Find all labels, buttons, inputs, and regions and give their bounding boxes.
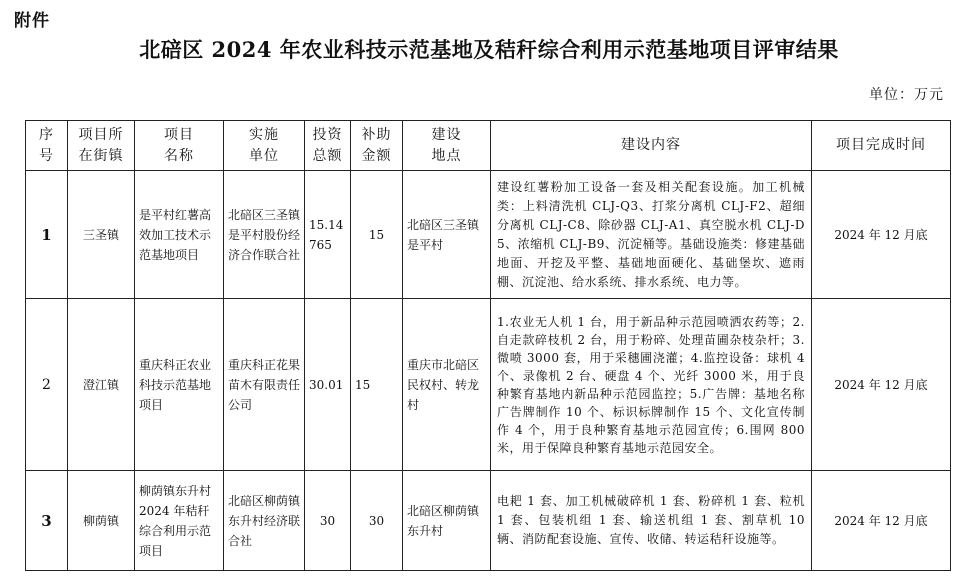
- table-header-row: [26, 121, 951, 171]
- cell-subsidy: 15: [351, 299, 403, 471]
- cell-content: 电耙 1 套、加工机械破碎机 1 套、粉碎机 1 套、粒机 1 套、包装机组 1 套、输送机组 1 套、割草机 10 辆、消防配套设施、宣传、收储、转运秸秆设施等。: [491, 471, 812, 571]
- cell-seq: 2: [26, 299, 68, 471]
- cell-town: 三圣镇: [68, 171, 135, 299]
- cell-content: 建设红薯粉加工设备一套及相关配套设施。加工机械类：上料清洗机 CLJ-Q3、打浆分离机 CLJ-F2、超细分离机 CLJ-C8、除砂器 CLJ-A1、真空脱水机 CLJ-D5、浓缩机 CLJ-B9、沉淀桶等。基础设施类：修建基础地面、开挖及平整、基础地面硬化、基础堡坎、遮雨棚、沉淀池、给水系统、排水系统、电力等。: [491, 171, 812, 299]
- cell-location: 北碚区三圣镇是平村: [403, 171, 491, 299]
- review-results-table: [25, 120, 951, 571]
- header-implementer: 实施 单位: [224, 121, 305, 171]
- header-content: 建设内容: [491, 121, 812, 171]
- cell-implementer: 北碚区柳荫镇东升村经济联合社: [224, 471, 305, 571]
- cell-location: 北碚区柳荫镇东升村: [403, 471, 491, 571]
- cell-implementer: 北碚区三圣镇是平村股份经济合作联合社: [224, 171, 305, 299]
- cell-project: 重庆科正农业科技示范基地项目: [135, 299, 224, 471]
- cell-implementer: 重庆科正花果苗木有限责任公司: [224, 299, 305, 471]
- cell-investment: 30.01: [305, 299, 351, 471]
- cell-investment: 30: [305, 471, 351, 571]
- table-row: [26, 299, 951, 471]
- cell-seq: 3: [26, 471, 68, 571]
- cell-project: 柳荫镇东升村 2024 年秸秆综合利用示范项目: [135, 471, 224, 571]
- cell-town: 澄江镇: [68, 299, 135, 471]
- cell-subsidy: 30: [351, 471, 403, 571]
- cell-location: 重庆市北碚区民权村、转龙村: [403, 299, 491, 471]
- header-investment: 投资 总额: [305, 121, 351, 171]
- cell-seq: 1: [26, 171, 68, 299]
- cell-subsidy: 15: [351, 171, 403, 299]
- cell-completion: 2024 年 12 月底: [812, 471, 951, 571]
- cell-town: 柳荫镇: [68, 471, 135, 571]
- attachment-label: 附件: [14, 11, 50, 31]
- header-project: 项目 名称: [135, 121, 224, 171]
- cell-investment: 15.14765: [305, 171, 351, 299]
- header-town: 项目所 在街镇: [68, 121, 135, 171]
- header-location: 建设 地点: [403, 121, 491, 171]
- document-title: 北碚区 2024 年农业科技示范基地及秸秆综合利用示范基地项目评审结果: [139, 37, 839, 62]
- header-subsidy: 补助 金额: [351, 121, 403, 171]
- cell-completion: 2024 年 12 月底: [812, 299, 951, 471]
- cell-completion: 2024 年 12 月底: [812, 171, 951, 299]
- table-row: [26, 171, 951, 299]
- table-row: [26, 471, 951, 571]
- cell-project: 是平村红薯高效加工技术示范基地项目: [135, 171, 224, 299]
- header-seq: 序 号: [26, 121, 68, 171]
- header-completion: 项目完成时间: [812, 121, 951, 171]
- unit-note: 单位：万元: [869, 87, 944, 103]
- cell-content: 1.农业无人机 1 台，用于新品种示范园喷洒农药等；2.自走款碎枝机 2 台，用于粉碎、处理苗圃杂枝杂杆；3.微喷 3000 套，用于采穗圃浇灌；4.监控设备：球机 4 个、录像机 2 台、硬盘 4 个、光纤 3000 米，用于良种繁育基地内新品种示范园监控；5.广告牌：基地名称广告牌制作 10 个、标识标牌制作 15 个、文化宣传制作 4 个，用于良种繁育基地示范园宣传；6.围网 800 米，用于保障良种繁育基地示范园安全。: [491, 299, 812, 471]
